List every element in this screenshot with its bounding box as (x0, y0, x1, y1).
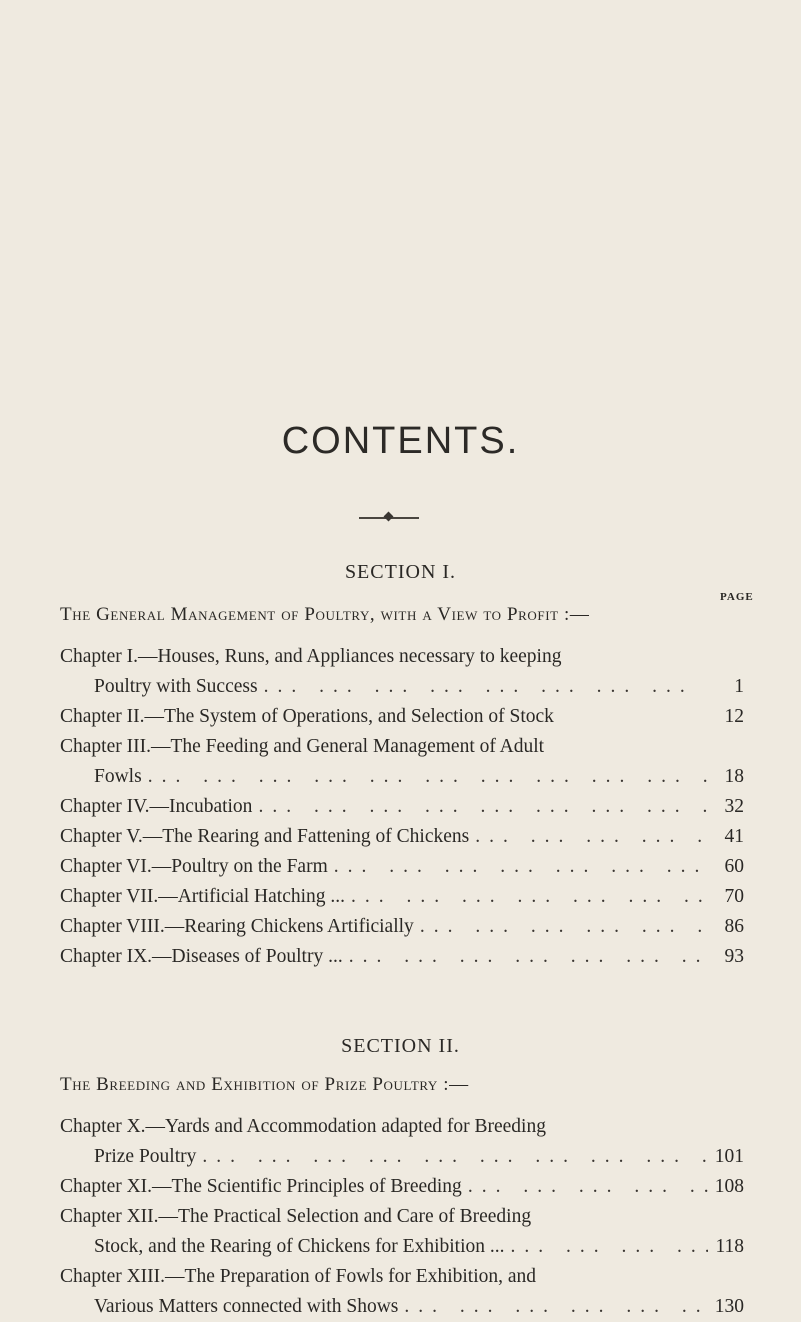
toc-entry-text: Chapter IX.—Diseases of Poultry ... (60, 946, 343, 967)
toc-entry-chapter-1[interactable] (60, 642, 744, 672)
toc-entry-chapter-2[interactable] (60, 702, 744, 732)
ornament-divider (359, 517, 419, 519)
toc-entry-text: Stock, and the Rearing of Chickens for Exhibition ... (94, 1236, 505, 1257)
dot-leader (462, 1172, 708, 1202)
toc-page-number: 70 (724, 886, 744, 907)
dot-leader (258, 672, 708, 702)
toc-page-number: 60 (724, 856, 744, 877)
toc-entry-text: Chapter II.—The System of Operations, and Selection of Stock (60, 706, 554, 727)
section-title: The General Management of Poultry, with a View to Profit :— (60, 604, 590, 625)
section-title: The Breeding and Exhibition of Prize Poultry :— (60, 1074, 469, 1095)
toc-entry-text: Poultry with Success (94, 676, 258, 697)
toc-entry-text: Chapter I.—Houses, Runs, and Appliances necessary to keeping (60, 646, 562, 667)
toc-entry-chapter-7[interactable] (60, 882, 744, 912)
toc-entry-chapter-4[interactable] (60, 792, 744, 822)
toc-entry-chapter-1-cont[interactable] (60, 672, 744, 702)
page-column-label: PAGE (720, 591, 754, 603)
toc-entry-text: Chapter VI.—Poultry on the Farm (60, 856, 328, 877)
section-heading: SECTION II. (341, 1035, 460, 1057)
toc-page-number: 1 (734, 676, 744, 697)
toc-entry-text: Chapter VII.—Artificial Hatching ... (60, 886, 346, 907)
toc-entry-text: Chapter X.—Yards and Accommodation adapted for Breeding (60, 1116, 546, 1137)
toc-entry-chapter-5[interactable] (60, 822, 744, 852)
toc-entry-text: Prize Poultry (94, 1146, 197, 1167)
toc-entry-chapter-12-cont[interactable] (60, 1232, 744, 1262)
toc-entry-text: Chapter IV.—Incubation (60, 796, 253, 817)
toc-page-number: 18 (724, 766, 744, 787)
dot-leader (343, 942, 708, 972)
toc-entry-text: Chapter XI.—The Scientific Principles of Breeding (60, 1176, 462, 1197)
dot-leader (505, 1232, 708, 1262)
toc-page-number: 101 (714, 1146, 744, 1167)
toc-entry-chapter-3-cont[interactable] (60, 762, 744, 792)
toc-page-number: 86 (724, 916, 744, 937)
toc-entry-chapter-6[interactable] (60, 852, 744, 882)
diamond-ornament-icon (384, 512, 394, 522)
dot-leader (414, 912, 708, 942)
toc-entry-chapter-13[interactable] (60, 1262, 744, 1292)
toc-entry-chapter-10[interactable] (60, 1112, 744, 1142)
page-title: CONTENTS. (281, 420, 520, 462)
dot-leader (142, 762, 708, 792)
toc-entry-chapter-11[interactable] (60, 1172, 744, 1202)
dot-leader (328, 852, 708, 882)
dot-leader (469, 822, 708, 852)
toc-page-number: 108 (714, 1176, 744, 1197)
dot-leader (398, 1292, 708, 1322)
dot-leader (252, 792, 708, 822)
toc-entry-chapter-10-cont[interactable] (60, 1142, 744, 1172)
section-heading: SECTION I. (344, 561, 457, 583)
toc-entry-text: Chapter III.—The Feeding and General Management of Adult (60, 736, 545, 757)
toc-entry-chapter-9[interactable] (60, 942, 744, 972)
toc-entry-chapter-12[interactable] (60, 1202, 744, 1232)
toc-page-number: 130 (714, 1296, 744, 1317)
toc-page-number: 93 (724, 946, 744, 967)
toc-entry-text: Chapter XII.—The Practical Selection and Care of Breeding (60, 1206, 532, 1227)
toc-page-number: 41 (724, 826, 744, 847)
dot-leader (196, 1142, 708, 1172)
toc-entry-chapter-3[interactable] (60, 732, 744, 762)
toc-entry-text: Chapter V.—The Rearing and Fattening of Chickens (60, 826, 470, 847)
toc-entry-text: Chapter VIII.—Rearing Chickens Artificially (60, 916, 414, 937)
toc-entry-text: Chapter XIII.—The Preparation of Fowls for Exhibition, and (60, 1266, 537, 1287)
toc-page-number: 12 (724, 706, 744, 727)
toc-entry-chapter-8[interactable] (60, 912, 744, 942)
toc-page-number: 118 (715, 1236, 744, 1257)
toc-entry-text: Various Matters connected with Shows (94, 1296, 399, 1317)
dot-leader (345, 882, 708, 912)
toc-entry-chapter-13-cont[interactable] (60, 1292, 744, 1322)
toc-entry-text: Fowls (94, 766, 142, 787)
toc-page-number: 32 (724, 796, 744, 817)
